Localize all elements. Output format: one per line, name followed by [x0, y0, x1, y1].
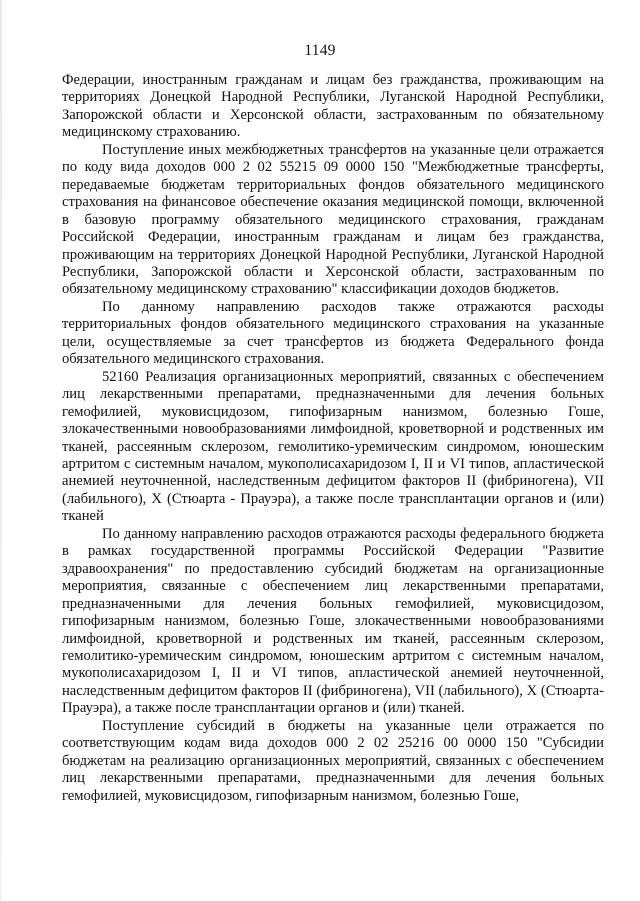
scan-edge	[0, 0, 2, 901]
document-body	[62, 72, 604, 805]
paragraph-continuation: Федерации, иностранным гражданам и лицам без гражданства, проживающим на территориях Донецкой Народной Республики, Луганской Народной Республики, Запорожской области и Херсонской области, застрахованным по обязательному медицинскому страхованию.	[62, 72, 604, 141]
paragraph-territorial-funds: По данному направлению расходов также отражаются расходы территориальных фондов обязательного медицинского страхования на указанные цели, осуществляемые за счет трансфертов из бюджета Федерального фонда обязательного медицинского страхования.	[62, 298, 604, 368]
paragraph-subsidies-income: Поступление субсидий в бюджеты на указанные цели отражается по соответствующим кодам вида доходов 000 2 02 25216 00 0000 150 "Субсидии бюджетам на реализацию организационных мероприятий, связанных с обеспечением лиц лекарственными препаратами, предназначенными для лечения больных гемофилией, муковисцидозом, гипофизарным нанизмом, болезнью Гоше,	[62, 717, 604, 804]
paragraph-federal-budget: По данному направлению расходов отражаются расходы федерального бюджета в рамках государственной программы Российской Федерации "Развитие здравоохранения" по предоставлению субсидий бюджетам на организационные мероприятия, связанные с обеспечением лиц лекарственными препаратами, предназначенными для лечения больных гемофилией, муковисцидозом, гипофизарным нанизмом, болезнью Гоше, злокачественными новообразованиями лимфоидной, кроветворной и родственных им тканей, рассеянным склерозом, гемолитико-уремическим синдромом, юношеским артритом с системным началом, мукополисахаридозом I, II и VI типов, апластической анемией неуточненной, наследственным дефицитом факторов II (фибриногена), VII (лабильного), X (Стюарта-Прауэра), а также после трансплантации органов и (или) тканей.	[62, 525, 604, 717]
page-number: 1149	[304, 42, 336, 59]
paragraph-code-52160: 52160 Реализация организационных мероприятий, связанных с обеспечением лиц лекарственными препаратами, предназначенными для лечения больных гемофилией, муковисцидозом, гипофизарным нанизмом, болезнью Гоше, злокачественными новообразованиями лимфоидной, кроветворной и родственных им тканей, рассеянным склерозом, гемолитико-уремическим синдромом, юношеским артритом с системным началом, мукополисахаридозом I, II и VI типов, апластической анемией неуточненной, наследственным дефицитом факторов II (фибриногена), VII (лабильного), X (Стюарта - Прауэра), а также после трансплантации органов и (или) тканей	[62, 368, 604, 525]
paragraph-income-transfers: Поступление иных межбюджетных трансфертов на указанные цели отражается по коду вида доходов 000 2 02 55215 09 0000 150 "Межбюджетные трансферты, передаваемые бюджетам территориальных фондов обязательного медицинского страхования на финансовое обеспечение оказания медицинской помощи, включенной в базовую программу обязательного медицинского страхования, гражданам Российской Федерации, иностранным гражданам и лицам без гражданства, проживающим на территориях Донецкой Народной Республики, Луганской Народной Республики, Запорожской области и Херсонской области, застрахованным по обязательному медицинскому страхованию" классификации доходов бюджетов.	[62, 141, 604, 298]
